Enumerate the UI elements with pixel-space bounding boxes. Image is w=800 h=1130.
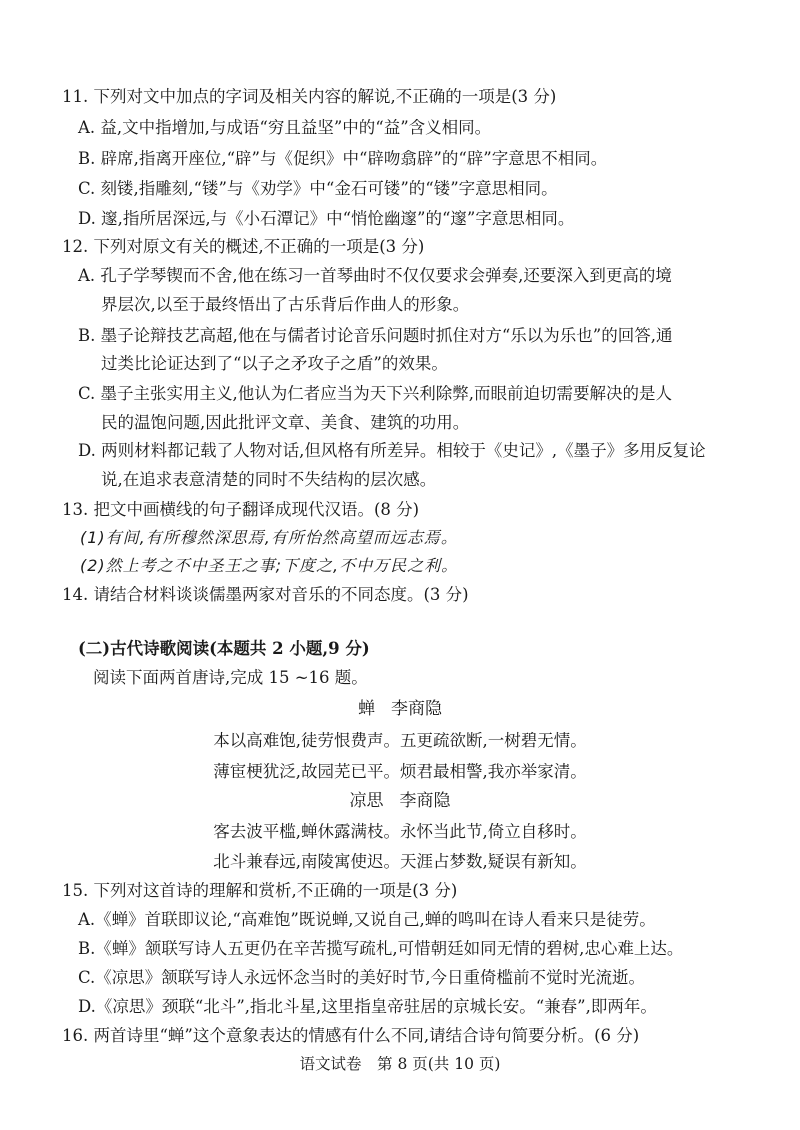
question-15-stem: 15. 下列对这首诗的理解和赏析,不正确的一项是(3 分) <box>62 881 458 900</box>
question-13-sentence-2: (2)然上考之不中圣王之事;下度之,不中万民之利。 <box>80 556 459 575</box>
question-11-option-a: A. 益,文中指增加,与成语“穷且益坚”中的“益”含义相同。 <box>78 118 492 137</box>
question-15-option-c: C.《凉思》颔联写诗人永远怀念当时的美好时节,今日重倚槛前不觉时光流逝。 <box>78 968 646 987</box>
question-11-option-c: C. 刻镂,指雕刻,“镂”与《劝学》中“金石可镂”的“镂”字意思相同。 <box>78 179 558 198</box>
question-16-stem: 16. 两首诗里“蝉”这个意象表达的情感有什么不同,请结合诗句简要分析。(6 分) <box>62 1026 640 1045</box>
question-15-option-d: D.《凉思》颈联“北斗”,指北斗星,这里指皇帝驻居的京城长安。“兼春”,即两年。 <box>78 997 657 1016</box>
poem-1-heading <box>0 698 800 720</box>
question-12-option-b-line1: B. 墨子论辩技艺高超,他在与儒者讨论音乐问题时抓住对方“乐以为乐也”的回答,通 <box>78 326 673 345</box>
question-15-option-a: A.《蝉》首联即议论,“高难饱”既说蝉,又说自己,蝉的鸣叫在诗人看来只是徒劳。 <box>78 910 656 929</box>
question-12-option-d-line1: D. 两则材料都记载了人物对话,但风格有所差异。相较于《史记》,《墨子》多用反复论 <box>78 441 706 460</box>
question-12-option-d-line2: 说,在追求表意清楚的同时不失结构的层次感。 <box>101 470 437 489</box>
question-15-option-b: B.《蝉》颔联写诗人五更仍在辛苦揽写疏札,可惜朝廷如同无情的碧树,忠心难上达。 <box>78 939 684 958</box>
section-intro: 阅读下面两首唐诗,完成 15 ~16 题。 <box>93 668 368 687</box>
question-14-stem: 14. 请结合材料谈谈儒墨两家对音乐的不同态度。(3 分) <box>62 585 469 604</box>
question-13-sentence-1: (1)有间,有所穆然深思焉,有所怡然高望而远志焉。 <box>80 528 458 547</box>
poem-2-line-2: 北斗兼春远,南陵寓使迟。天涯占梦数,疑误有新知。 <box>213 852 587 871</box>
poem-1-author: 李商隐 <box>391 699 442 719</box>
section-heading-poetry: (二)古代诗歌阅读(本题共 2 小题,9 分) <box>78 639 370 658</box>
question-11-option-b: B. 辟席,指离开座位,“辟”与《促织》中“辟吻翕辟”的“辟”字意思不相同。 <box>78 149 608 168</box>
question-12-stem: 12. 下列对原文有关的概述,不正确的一项是(3 分) <box>62 237 425 256</box>
poem-2-line-1: 客去波平槛,蝉休露满枝。永怀当此节,倚立自移时。 <box>213 822 587 841</box>
question-11-option-d: D. 邃,指所居深远,与《小石潭记》中“悄怆幽邃”的“邃”字意思相同。 <box>78 209 575 228</box>
question-12-option-c-line1: C. 墨子主张实用主义,他认为仁者应当为天下兴利除弊,而眼前迫切需要解决的是人 <box>78 384 673 403</box>
question-12-option-b-line2: 过类比论证达到了“以子之矛攻子之盾”的效果。 <box>101 354 448 373</box>
question-12-option-a-line1: A. 孔子学琴锲而不舍,他在练习一首琴曲时不仅仅要求会弹奏,还要深入到更高的境 <box>78 266 672 285</box>
question-11-stem: 11. 下列对文中加点的字词及相关内容的解说,不正确的一项是(3 分) <box>62 87 557 106</box>
question-13-stem: 13. 把文中画横线的句子翻译成现代汉语。(8 分) <box>62 500 420 519</box>
poem-1-line-2: 薄宦梗犹泛,故园芜已平。烦君最相警,我亦举家清。 <box>213 762 587 781</box>
poem-2-title: 凉思 <box>349 791 384 811</box>
question-12-option-a-line2: 界层次,以至于最终悟出了古乐背后作曲人的形象。 <box>101 295 470 314</box>
poem-1-title: 蝉 <box>358 699 375 719</box>
poem-1-line-1: 本以高难饱,徒劳恨费声。五更疏欲断,一树碧无情。 <box>213 731 587 750</box>
poem-2-heading <box>0 790 800 812</box>
poem-2-author: 李商隐 <box>399 791 451 811</box>
question-12-option-c-line2: 民的温饱问题,因此批评文章、美食、建筑的功用。 <box>101 413 470 432</box>
page-footer: 语文试卷 第 8 页(共 10 页) <box>299 1055 501 1073</box>
